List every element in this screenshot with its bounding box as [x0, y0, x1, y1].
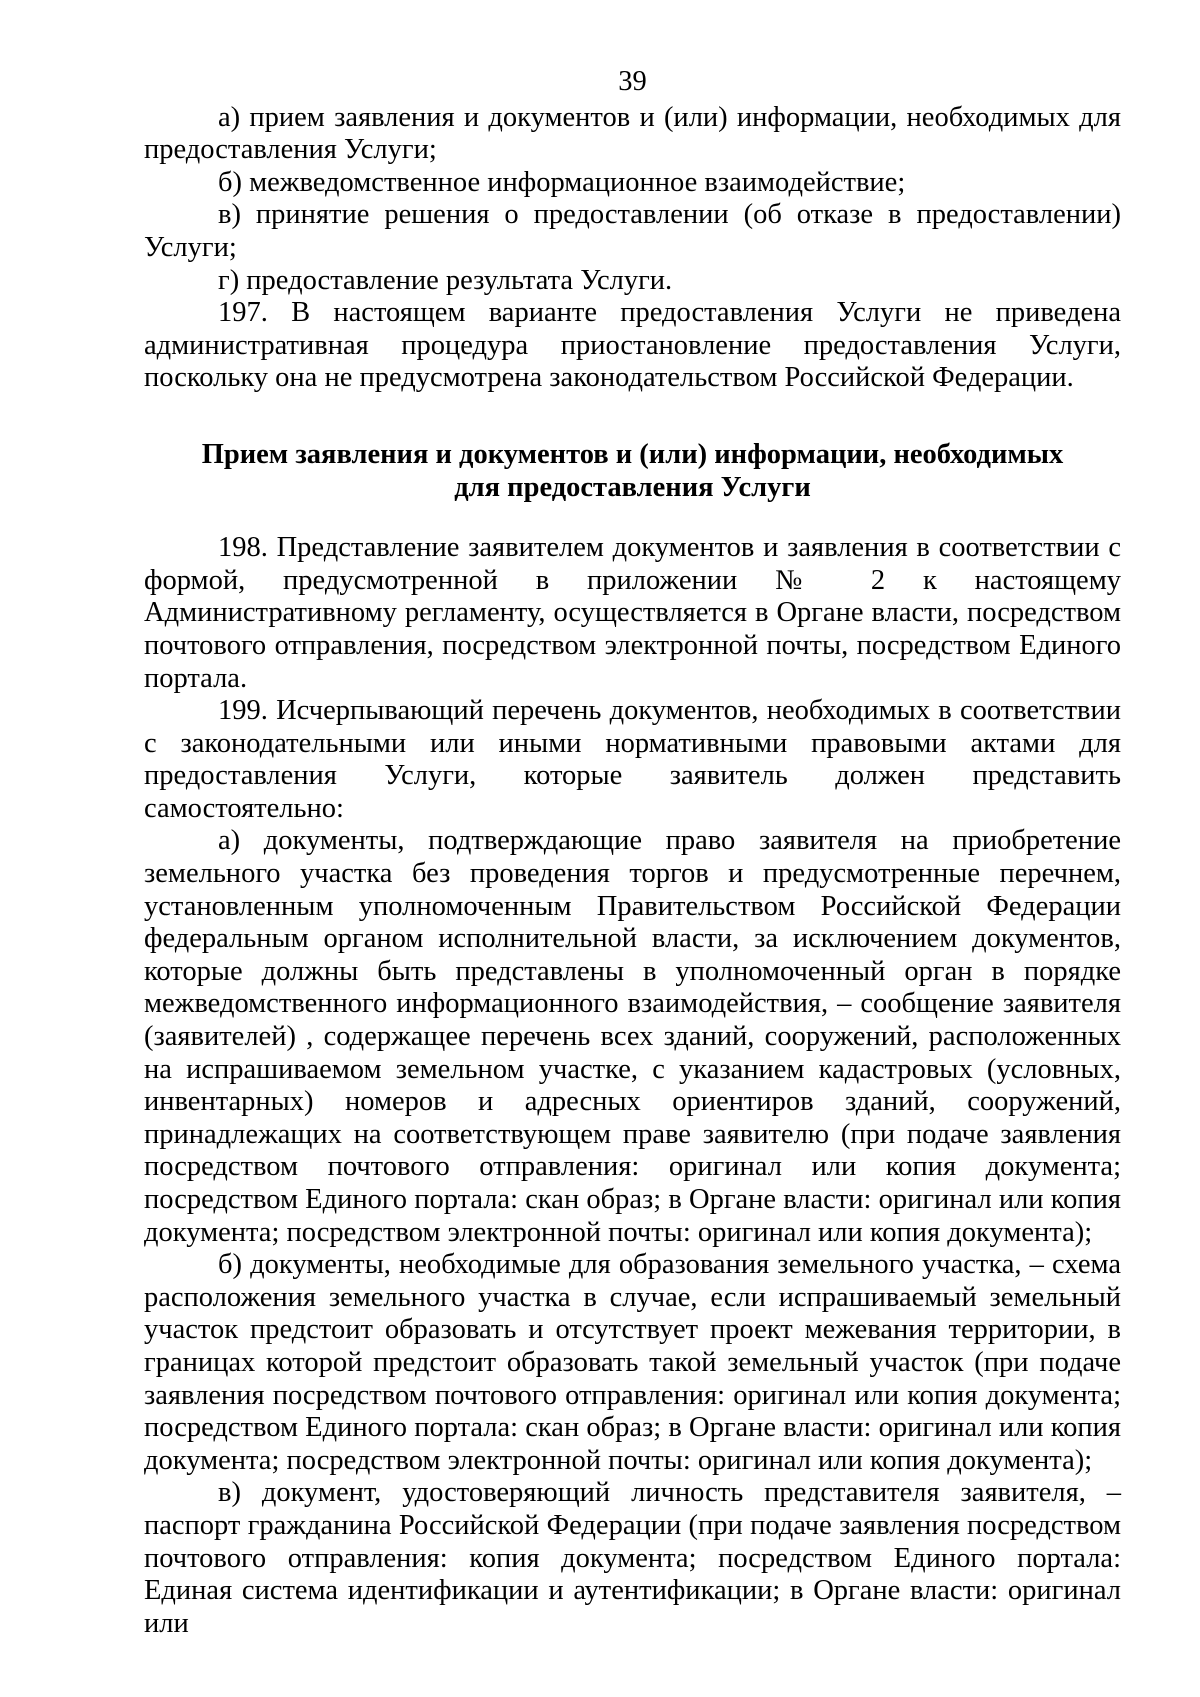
procedure-item-a: а) прием заявления и документов и (или) информации, необходимых для предоставления Услуги;	[144, 101, 1121, 166]
procedure-list	[144, 102, 1121, 395]
section-heading-line-1: Прием заявления и документов и (или) информации, необходимых	[201, 438, 1064, 470]
page-number: 39	[618, 66, 647, 97]
paragraph-199-item-a: а) документы, подтверждающие право заявителя на приобретение земельного участка без проведения торгов и предусмотренные перечнем, установленным уполномоченным Правительством Российской Федерации федеральным органом исполнительной власти, за исключением документов, которые должны быть представлены в уполномоченный орган в порядке межведомственного информационного взаимодействия, – сообщение заявителя (заявителей) , содержащее перечень всех зданий, сооружений, расположенных на испрашиваемом земельном участке, с указанием кадастровых (условных, инвентарных) номеров и адресных ориентиров зданий, сооружений, принадлежащих на соответствующем праве заявителю (при подаче заявления посредством почтового отправления: оригинал или копия документа; посредством Единого портала: скан образ; в Органе власти: оригинал или копия документа; посредством электронной почты: оригинал или копия документа);	[144, 825, 1121, 1248]
section-heading	[144, 439, 1121, 504]
procedure-item-v: в) принятие решения о предоставлении (об отказе в предоставлении) Услуги;	[144, 199, 1121, 263]
document-page	[144, 66, 1121, 1640]
paragraph-199-item-v: в) документ, удостоверяющий личность представителя заявителя, – паспорт гражданина Российской Федерации (при подаче заявления посредством почтового отправления: копия документа; посредством Единого портала: Единая система идентификации и аутентификации; в Органе власти: оригинал или	[144, 1477, 1121, 1639]
paragraph-199: 199. Исчерпывающий перечень документов, необходимых в соответствии с законодательными или иными нормативными правовыми актами для предоставления Услуги, которые заявитель должен представить самостоятельно:	[144, 695, 1121, 824]
procedure-item-g: г) предоставление результата Услуги.	[218, 264, 673, 296]
section-body	[144, 532, 1121, 1640]
procedure-item-b: б) межведомственное информационное взаимодействие;	[218, 166, 906, 198]
paragraph-199-item-b: б) документы, необходимые для образования земельного участка, – схема расположения земельного участка в случае, если испрашиваемый земельный участок предстоит образовать и отсутствует проект межевания территории, в границах которой предстоит образовать такой земельный участок (при подаче заявления посредством почтового отправления: оригинал или копия документа; посредством Единого портала: скан образ; в Органе власти: оригинал или копия документа; посредством электронной почты: оригинал или копия документа);	[144, 1249, 1121, 1476]
section-heading-line-2: для предоставления Услуги	[454, 471, 811, 503]
paragraph-198: 198. Представление заявителем документов и заявления в соответствии с формой, предусмотренной в приложении № 2 к настоящему Административному регламенту, осуществляется в Органе власти, посредством почтового отправления, посредством электронной почты, посредством Единого портала.	[144, 532, 1121, 694]
paragraph-197: 197. В настоящем варианте предоставления Услуги не приведена административная процедура приостановление предоставления Услуги, поскольку она не предусмотрена законодательством Российской Федерации.	[144, 297, 1121, 394]
